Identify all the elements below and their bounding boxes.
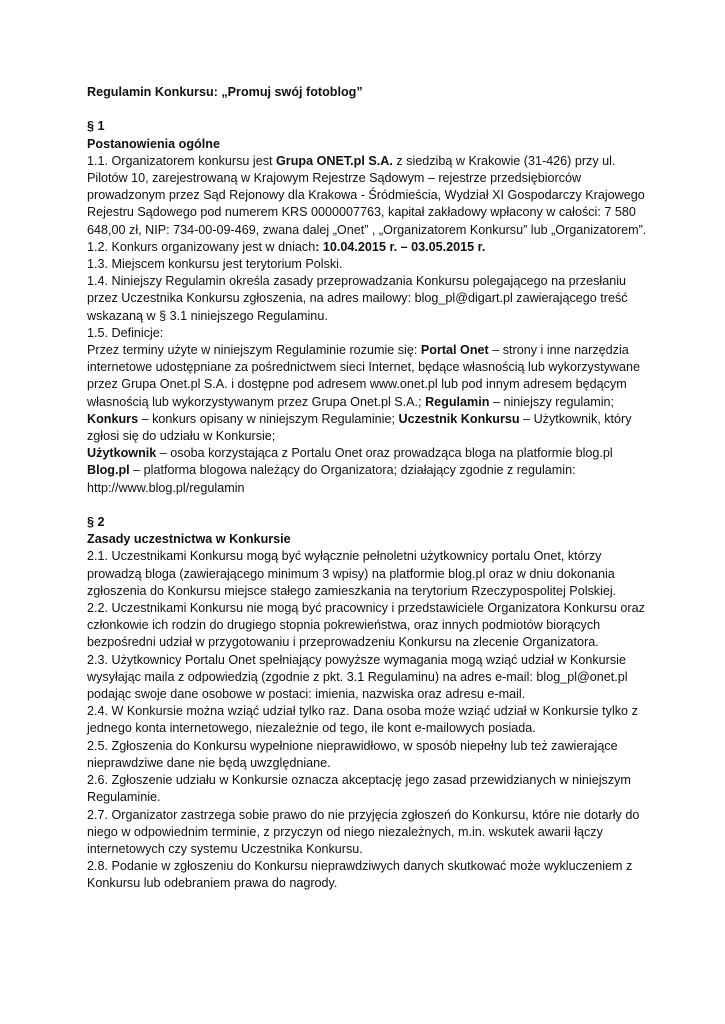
document-title: Regulamin Konkursu: „Promuj swój fotoblog”: [87, 85, 363, 99]
def-term-portal-onet: Portal Onet: [420, 343, 489, 358]
paragraph-2-7: 2.7. Organizator zastrzega sobie prawo do nie przyjęcia zgłoszeń do Konkursu, które nie dotarły do niego w odpowiednim terminie, z przyczyn od niego niezależnych, m.in. wskutek awarii łączy internetowych czy systemu Uczestnika Konkursu.: [87, 807, 640, 856]
paragraph-1-1: [87, 153, 647, 239]
def-term-blog-pl: Blog.pl: [87, 463, 130, 478]
definition-uzytkownik: [87, 445, 647, 462]
paragraph-1-2: [87, 239, 647, 256]
section-2-number: § 2: [87, 515, 105, 530]
def-text-a: Przez terminy użyte w niniejszym Regulaminie rozumie się:: [87, 343, 421, 358]
paragraph-1-4: 1.4. Niniejszy Regulamin określa zasady przeprowadzania Konkursu polegającego na przesłaniu przez Uczestnika Konkursu zgłoszenia, na adres mailowy: blog_pl@digart.pl zawierającego treść wskazaną w § 3.1 niniejszego Regulaminu.: [87, 274, 628, 323]
p1-2-text-a: 1.2. Konkurs organizowany jest w dniach: [87, 239, 316, 254]
def-blog-pl-text: – platforma blogowa należący do Organizatora; działający zgodnie z regulamin: http://www.blog.pl/regulamin: [87, 463, 576, 495]
p1-1-text-a: 1.1. Organizatorem konkursu jest: [87, 153, 276, 168]
def-term-uzytkownik: Użytkownik: [87, 446, 157, 461]
def-text-e: – niniejszy regulamin;: [489, 394, 615, 409]
paragraph-2-5: 2.5. Zgłoszenia do Konkursu wypełnione nieprawidłowo, w sposób niepełny lub też zawierające nieprawdziwe dane nie będą uwzględniane.: [87, 738, 618, 770]
paragraph-2-6: 2.6. Zgłoszenie udziału w Konkursie oznacza akceptację jego zasad przewidzianych w niniejszym Regulaminie.: [87, 773, 631, 805]
paragraph-2-4: 2.4. W Konkursie można wziąć udział tylko raz. Dana osoba może wziąć udział w Konkursie tylko z jednego konta internetowego, niezależnie od tego, ile kont e-mailowych posiada.: [87, 704, 638, 736]
def-term-konkurs: Konkurs: [87, 411, 139, 426]
section-1-heading: Postanowienia ogólne: [87, 136, 220, 151]
document-page: [87, 84, 647, 893]
paragraph-2-8: 2.8. Podanie w zgłoszeniu do Konkursu nieprawdziwych danych skutkować może wykluczeniem z Konkursu lub odebraniem prawa do nagrody.: [87, 859, 633, 891]
paragraph-2-1: 2.1. Uczestnikami Konkursu mogą być wyłącznie pełnoletni użytkownicy portalu Onet, którzy prowadzą bloga (zawierającego minimum 3 wpisy) na platformie blog.pl oraz w dniu dokonania zgłoszenia do Konkursu miejsce stałego zamieszkania na terytorium Rzeczypospolitej Polskiej.: [87, 549, 617, 598]
section-gap: [87, 497, 647, 514]
def-uzytkownik-text: – osoba korzystająca z Portalu Onet oraz prowadząca bloga na platformie blog.pl: [156, 446, 613, 461]
def-term-uczestnik: Uczestnik Konkursu: [398, 411, 520, 426]
definitions-paragraph: [87, 342, 647, 445]
p1-1-text-c: z siedzibą w Krakowie (31-426) przy ul. Pilotów 10, zarejestrowaną w Krajowym Rejestrze Sądowym – rejestrze przedsiębiorców prowadzonym przez Sąd Rejonowy dla Krakowa - Śródmieścia, Wydział XI Gospodarczy Krajowego Rejestru Sądowego pod numerem KRS 0000007763, kapitał zakładowy wpłacony w całości: 7 580 648,00 zł, NIP: 734-00-09-469, zwana dalej „Onet” , „Organizatorem Konkursu” lub „Organizatorem”.: [87, 153, 647, 237]
def-text-g: – konkurs opisany w niniejszym Regulaminie;: [138, 411, 399, 426]
paragraph-2-3: 2.3. Użytkownicy Portalu Onet spełniający powyższe wymagania mogą wziąć udział w Konkursie wysyłając maila z odpowiedzią (zgodnie z pkt. 3.1 Regulaminu) na adres e-mail: blog_pl@onet.pl podając swoje dane osobowe w postaci: imienia, nazwiska oraz adresu e-mail.: [87, 652, 628, 702]
def-text-i: – Użytkownik, który zgłosi się do udziału w Konkursie;: [87, 411, 632, 444]
def-text-c: – strony i inne narzędzia internetowe udostępniane za pośrednictwem sieci Internet, będące własnością lub wykorzystywane przez Grupa Onet.pl S.A. i dostępne pod adresem www.onet.pl lub pod innym adresem będącym własnością lub wykorzystywanym przez Grupa Onet.pl S.A.;: [87, 343, 641, 409]
p1-2-dates: : 10.04.2015 r. – 03.05.2015 r.: [315, 239, 486, 254]
paragraph-2-2: 2.2. Uczestnikami Konkursu nie mogą być pracownicy i przedstawiciele Organizatora Konkursu oraz członkowie ich rodzin do drugiego stopnia pokrewieństwa, oraz innych podmiotów biorących bezpośredni udział w przygotowaniu i przeprowadzeniu Konkursu na zlecenie Organizatora.: [87, 601, 645, 650]
definition-blog-pl: [87, 462, 647, 496]
paragraph-1-5: 1.5. Definicje:: [87, 325, 164, 340]
section-1-number: § 1: [87, 119, 105, 134]
paragraph-1-3: 1.3. Miejscem konkursu jest terytorium Polski.: [87, 257, 343, 272]
p1-1-organizer-name: Grupa ONET.pl S.A.: [276, 153, 393, 168]
def-term-regulamin: Regulamin: [425, 394, 490, 409]
section-2-heading: Zasady uczestnictwa w Konkursie: [87, 532, 291, 547]
